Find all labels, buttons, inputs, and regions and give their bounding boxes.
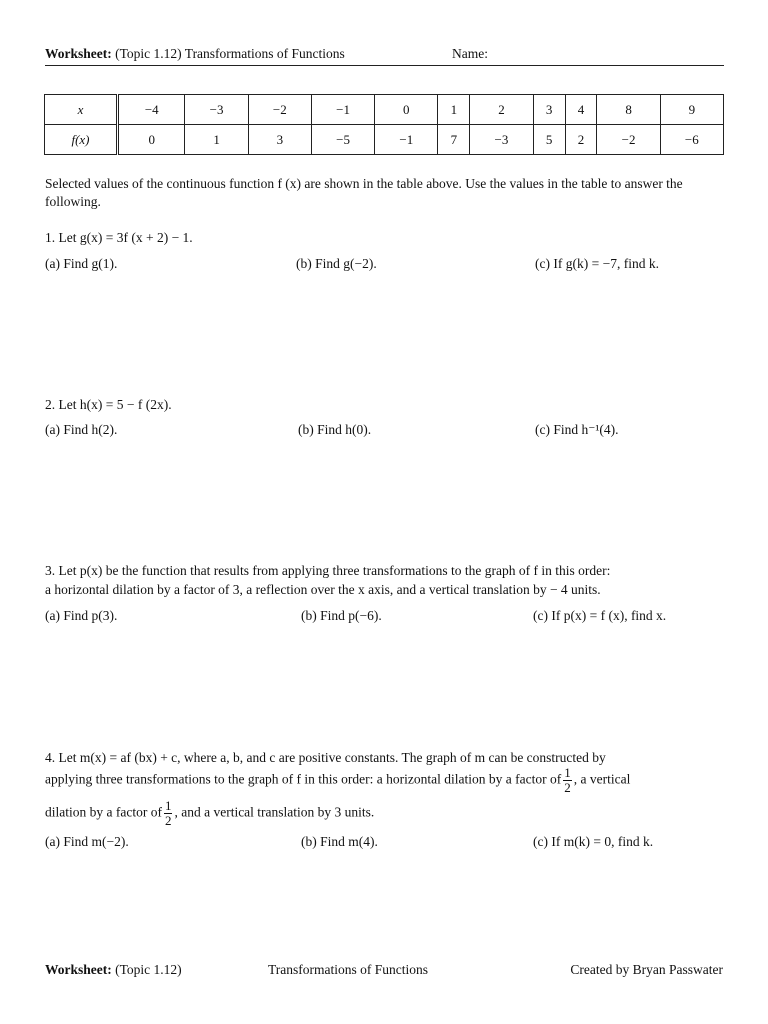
q4-line-3: dilation by a factor of $\frac{1}{2}$ , and a vertical translation by 3 units. (45, 798, 375, 828)
table-cell: 3 (248, 125, 311, 155)
table-cell: 3 (533, 95, 565, 125)
table-row-x (45, 95, 724, 125)
q4-part-c: (c) If m(k) = 0, find k. (533, 834, 654, 849)
footer-topic: Worksheet: (Topic 1.12) (45, 962, 182, 977)
table-header-fx: f(x) (45, 125, 118, 155)
footer-credit: Created by Bryan Passwater (570, 962, 723, 977)
table-cell: 1 (438, 95, 470, 125)
table-cell: 1 (185, 125, 248, 155)
table-cell: −2 (248, 95, 311, 125)
intro-line-2: following. (45, 194, 101, 209)
intro-line-1: Selected values of the continuous function f (x) are shown in the table above. Use the values in the table to answer the (45, 176, 683, 191)
name-label: Name: (452, 46, 488, 61)
table-cell: 0 (375, 95, 438, 125)
table-cell: −1 (311, 95, 374, 125)
q4-part-a: (a) Find m(−2). (45, 834, 129, 849)
q2-stem: 2. Let h(x) = 5 − f (2x). (45, 397, 172, 412)
q3-part-a: (a) Find p(3). (45, 608, 118, 623)
table-cell: 7 (438, 125, 470, 155)
table-cell: −5 (311, 125, 374, 155)
q4-part-b: (b) Find m(4). (301, 834, 378, 849)
q3-line-1: 3. Let p(x) be the function that results from applying three transformations to the graph of f in this order: (45, 563, 611, 578)
worksheet-header (45, 45, 724, 66)
q3-part-c: (c) If p(x) = f (x), find x. (533, 608, 667, 623)
q2-part-c: (c) Find h⁻¹(4). (535, 422, 619, 437)
footer-title: Transformations of Functions (268, 962, 429, 977)
table-cell: −2 (597, 125, 660, 155)
table-cell: 5 (533, 125, 565, 155)
table-header-x: x (45, 95, 118, 125)
table-cell: −6 (660, 125, 723, 155)
q1-part-a: (a) Find g(1). (45, 256, 118, 271)
table-cell: 2 (565, 125, 597, 155)
table-cell: −3 (185, 95, 248, 125)
table-cell: 2 (470, 95, 533, 125)
q1-part-c: (c) If g(k) = −7, find k. (535, 256, 659, 271)
header-title: Worksheet: (Topic 1.12) Transformations of Functions (45, 46, 345, 61)
fraction-one-half: $\frac{1}{2}$ (164, 798, 172, 828)
table-cell: −1 (375, 125, 438, 155)
q3-line-2: a horizontal dilation by a factor of 3, a reflection over the x axis, and a vertical translation by − 4 units. (45, 582, 601, 597)
q4-line-1: 4. Let m(x) = af (bx) + c, where a, b, and c are positive constants. The graph of m can be constructed by (45, 750, 606, 765)
table-cell: −4 (118, 95, 185, 125)
values-table (44, 94, 724, 155)
table-cell: 9 (660, 95, 723, 125)
q1-part-b: (b) Find g(−2). (296, 256, 377, 271)
q3-part-b: (b) Find p(−6). (301, 608, 382, 623)
table-cell: −3 (470, 125, 533, 155)
table-cell: 0 (118, 125, 185, 155)
table-cell: 8 (597, 95, 660, 125)
q4-line-2: applying three transformations to the graph of f in this order: a horizontal dilation by a factor of $\frac{1}{2}$ , a vertical (45, 765, 631, 795)
q2-part-a: (a) Find h(2). (45, 422, 118, 437)
table-cell: 4 (565, 95, 597, 125)
table-row-fx (45, 125, 724, 155)
q2-part-b: (b) Find h(0). (298, 422, 372, 437)
q1-stem: 1. Let g(x) = 3f (x + 2) − 1. (45, 230, 193, 245)
fraction-one-half: $\frac{1}{2}$ (564, 765, 571, 795)
